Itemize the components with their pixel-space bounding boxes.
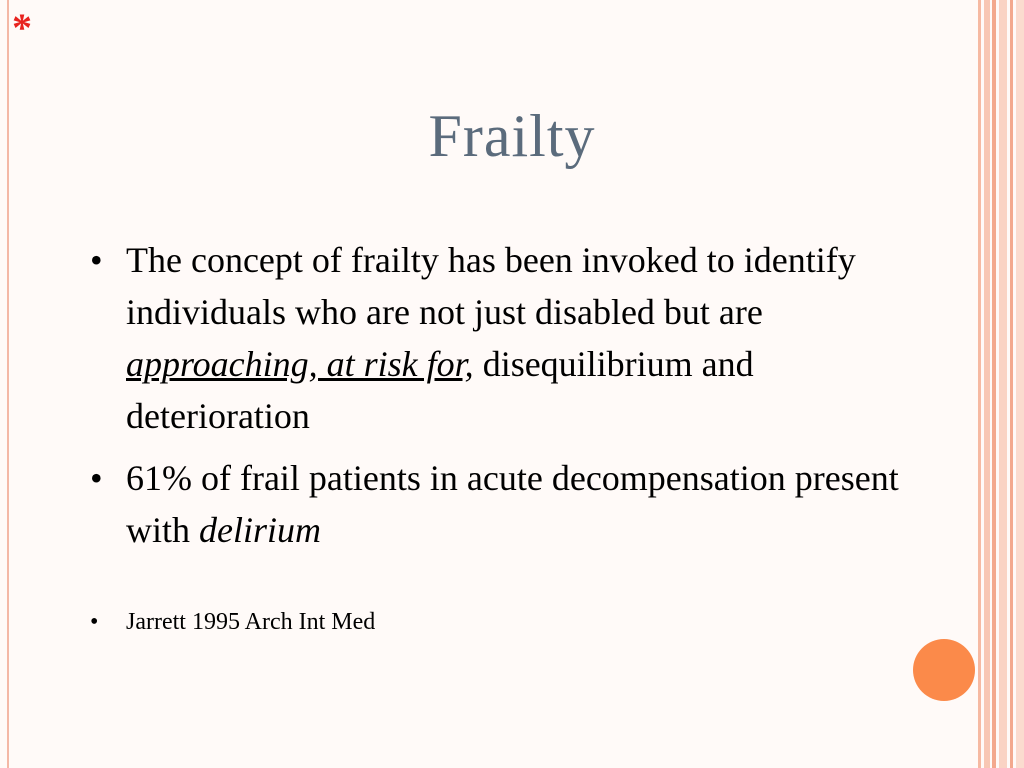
bullet-text: disequilibrium and deterioration [126, 344, 754, 436]
bullet-emphasis: delirium [199, 510, 322, 550]
bullet-marker: • [90, 458, 103, 498]
bullet-item [90, 452, 910, 556]
bullet-marker: • [90, 609, 99, 635]
reference-item [90, 602, 910, 642]
bullet-text: The concept of frailty has been invoked to identify individuals who are not just disabled but are [126, 240, 856, 332]
reference-text: Jarrett 1995 Arch Int Med [126, 609, 376, 635]
bullet-marker: • [90, 240, 103, 280]
asterisk-icon: * [12, 5, 32, 50]
bullet-emphasis: approaching, at risk for, [126, 344, 474, 384]
bullet-item [90, 234, 910, 442]
decorative-circle [913, 639, 975, 701]
slide-title: Frailty [428, 103, 596, 169]
bullet-list [90, 234, 910, 642]
bullet-text: 61% of frail patients in acute decompensation present with [126, 458, 899, 550]
